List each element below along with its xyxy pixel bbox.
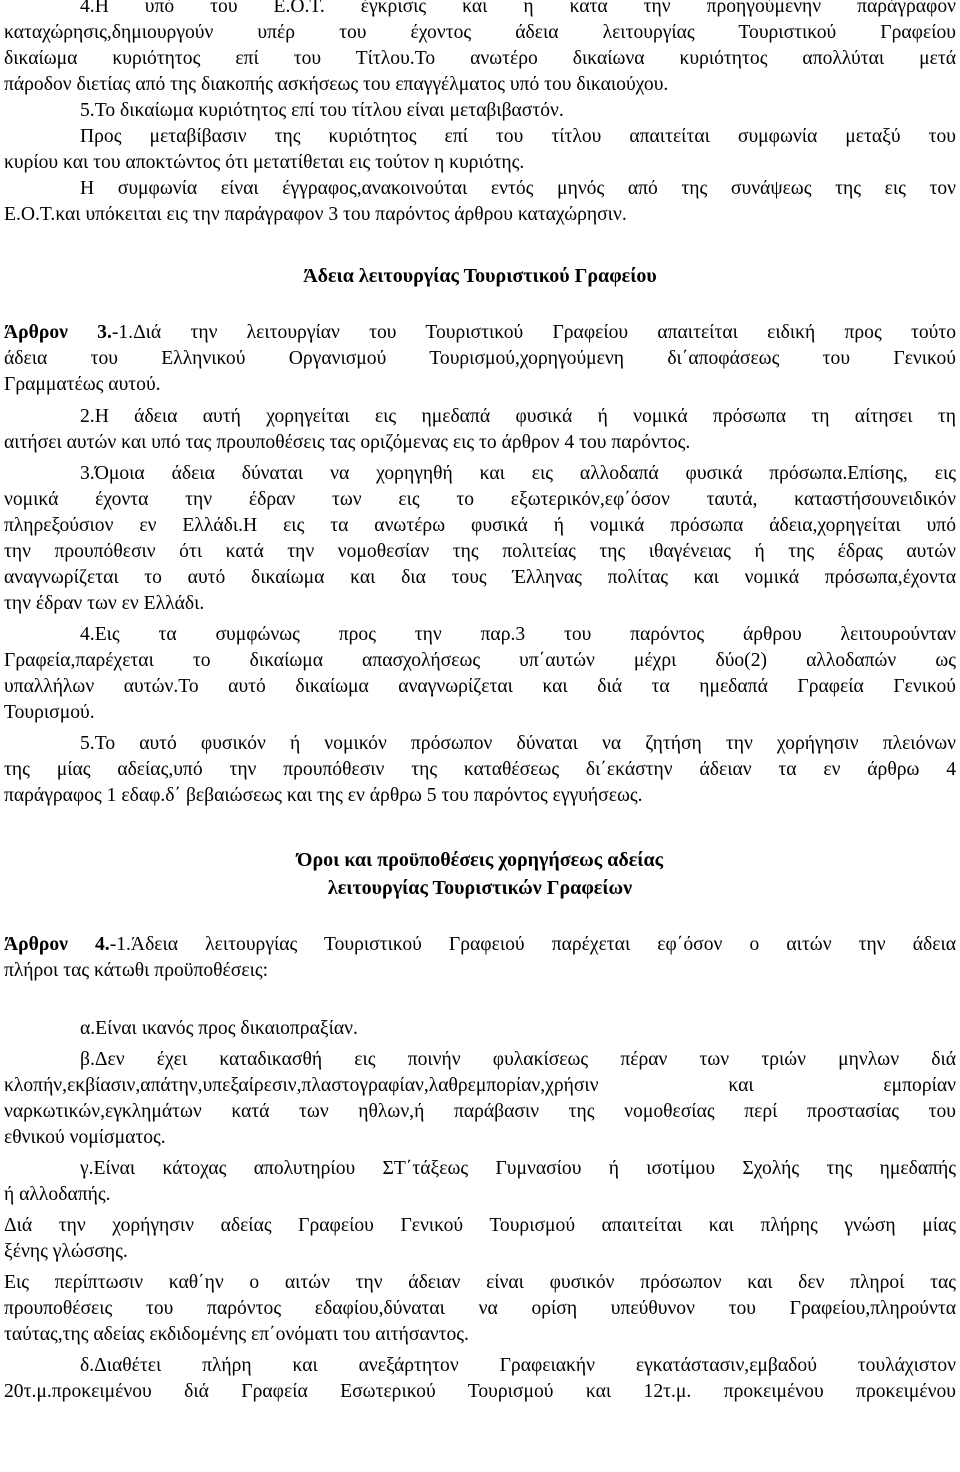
text-line: Διά την χορήγησιν αδείας Γραφείου Γενικού Τουρισμού απαιτείται και πλήρης γνώση μίας (4, 1215, 956, 1236)
text-line: ξένης γλώσσης. (4, 1241, 128, 1262)
text-line: άδεια του Ελληνικού Οργανισμού Τουρισμού,χορηγούμενη δι΄αποφάσεως του Γενικού (4, 348, 956, 369)
article-3-label: Άρθρον 3. (4, 322, 112, 343)
section-heading: λειτουργίας Τουριστικών Γραφείων (327, 877, 633, 899)
section-heading: Άδεια λειτουργίας Τουριστικού Γραφείου (303, 265, 657, 287)
text-line: β.Δεν έχει καταδικασθή εις ποινήν φυλακίσεως πέραν των τριών μηνλων διά (80, 1049, 956, 1070)
article-4-label: Άρθρον 4. (4, 934, 110, 955)
text-line: Προς μεταβίβασιν της κυριότητος επί του τίτλου απαιτείται συμφωνία μεταξύ του (80, 126, 956, 147)
text-line: κυρίου και του αποκτώντος ότι μετατίθεται εις τούτον η κυριότης. (4, 152, 525, 173)
article-4-first-line (4, 932, 956, 958)
text-line: 4.Εις τα συμφώνως προς την παρ.3 του παρόντος άρθρου λειτουρούνταν (80, 624, 956, 645)
text-line: δικαίωμα κυριότητος επί του Τίτλου.Το ανωτέρο δικαίωνα κυριότητος απολλύται μετά (4, 48, 956, 69)
text-line: γ.Είναι κάτοχας απολυτηρίου ΣΤ΄τάξεως Γυμνασίου ή ισοτίμου Σχολής της ημεδαπής (80, 1158, 956, 1179)
text-line: αναγνωρίζεται το αυτό δικαίωμα και δια τους Έλληνας πολίτας και νομικά πρόσωπα,έχοντα (4, 567, 956, 588)
article-3-text: -1.Διά την λειτουργίαν του Τουριστικού Γραφείου απαιτείται ειδική προς τούτο (111, 322, 956, 343)
text-line: 4.Η υπό του Ε.Ο.Τ. έγκρισις και η κατα την προηγούμενην παράγραφον (80, 0, 956, 17)
section-heading: Όροι και προϋποθέσεις χορηγήσεως αδείας (296, 849, 664, 871)
text-line: εθνικού νομίσματος. (4, 1127, 166, 1148)
text-line: Η συμφωνία είναι έγγραφος,ανακοινούται εντός μηνός από της συνάψεως της εις τον (80, 178, 956, 199)
text-line: αιτήσει αυτών και υπό τας προυποθέσεις τας οριζόμενας εις το άρθρον 4 του παρόντος. (4, 432, 691, 453)
text-line: κλοπήν,εκβίασιν,απάτην,υπεξαίρεσιν,πλαστογραφίαν,λαθρεμπορίαν,χρήσιν και εμπορίαν (4, 1075, 956, 1096)
text-line: Γραμματέως αυτού. (4, 374, 161, 395)
article-4-text: -1.Άδεια λειτουργίας Τουριστικού Γραφειού παρέχεται εφ΄όσον ο αιτών την άδεια (109, 934, 956, 955)
text-line: 20τ.μ.προκειμένου διά Γραφεία Εσωτερικού Τουρισμού και 12τ.μ. προκειμένου προκειμένου (4, 1381, 956, 1402)
text-line: προυποθέσεις του παρόντος εδαφίου,δύναται να ορίση υπεύθυνον του Γραφείου,πληρούντα (4, 1298, 956, 1319)
text-line: υπαλλήλων αυτών.Το αυτό δικαίωμα αναγνωρίζεται και διά τα ημεδαπά Γραφεία Γενικού (4, 676, 956, 697)
text-line: Ε.Ο.Τ.και υπόκειται εις την παράγραφον 3 του παρόντος άρθρου καταχώρησιν. (4, 204, 627, 225)
text-line: νομικά έχοντα την έδραν των εις το εξωτερικόν,εφ΄όσον ταυτά, καταστήσουνειδικόν (4, 489, 956, 510)
text-line: ταύτας,της αδείας εκδιδομένης επ΄ονόματι του αιτήσαντος. (4, 1324, 469, 1345)
text-line: την έδραν των εν Ελλάδι. (4, 593, 205, 614)
text-line: Γραφεία,παρέχεται το δικαίωμα απασχολήσεως υπ΄αυτών μέχρι δύο(2) αλλοδαπών ως (4, 650, 956, 671)
text-line: δ.Διαθέτει πλήρη και ανεξάρτητον Γραφειακήν εγκατάστασιν,εμβαδού τουλάχιστον (80, 1355, 956, 1376)
text-line: πλήροι τας κάτωθι προϋποθέσεις: (4, 960, 269, 981)
text-line: παράγραφος 1 εδαφ.δ΄ βεβαιώσεως και της εν άρθρω 5 του παρόντος εγγυήσεως. (4, 785, 643, 806)
text-line: ή αλλοδαπής. (4, 1184, 111, 1205)
text-line: την προυπόθεσιν ότι κατά την νομοθεσίαν της πολιτείας της ιθαγένειας ή της έδρας αυτών (4, 541, 956, 562)
text-line: ναρκωτικών,εγκλημάτων κατά των ηθλων,ή παράβασιν της νομοθεσίας περί προστασίας του (4, 1101, 956, 1122)
text-line: 3.Όμοια άδεια δύναται να χορηγηθή και εις αλλοδαπά φυσικά πρόσωπα.Επίσης, εις (80, 463, 956, 484)
text-line: 5.Το δικαίωμα κυριότητος επί του τίτλου είναι μεταβιβαστόν. (80, 100, 564, 121)
text-line: Εις περίπτωσιν καθ΄ην ο αιτών την άδειαν είναι φυσικόν πρόσωπον και δεν πληροί τας (4, 1272, 956, 1293)
text-line: 5.Το αυτό φυσικόν ή νομικόν πρόσωπον δύναται να ζητήση την χορήγησιν πλειόνων (80, 733, 956, 754)
article-3-first-line (4, 320, 956, 346)
text-line: καταχώρησις,δημιουργούν υπέρ του έχοντος άδεια λειτουργίας Τουριστικού Γραφείου (4, 22, 956, 43)
text-line: πάροδον διετίας από της διακοπής ασκήσεως του επαγγέλματος υπό του δικαιούχου. (4, 74, 669, 95)
text-line: της μίας αδείας,υπό την προυπόθεσιν της καταθέσεως δι΄εκάστην άδειαν τα εν άρθρω 4 (4, 759, 956, 780)
text-line: 2.Η άδεια αυτή χορηγείται εις ημεδαπά φυσικά ή νομικά πρόσωπα τη αίτησει τη (80, 406, 956, 427)
text-line: Τουρισμού. (4, 702, 95, 723)
text-line: α.Είναι ικανός προς δικαιοπραξίαν. (80, 1018, 358, 1039)
text-line: πληρεξούσιον εν Ελλάδι.Η εις τα ανωτέρω φυσικά ή νομικά πρόσωπα άδεια,χορηγείται υπό (4, 515, 956, 536)
